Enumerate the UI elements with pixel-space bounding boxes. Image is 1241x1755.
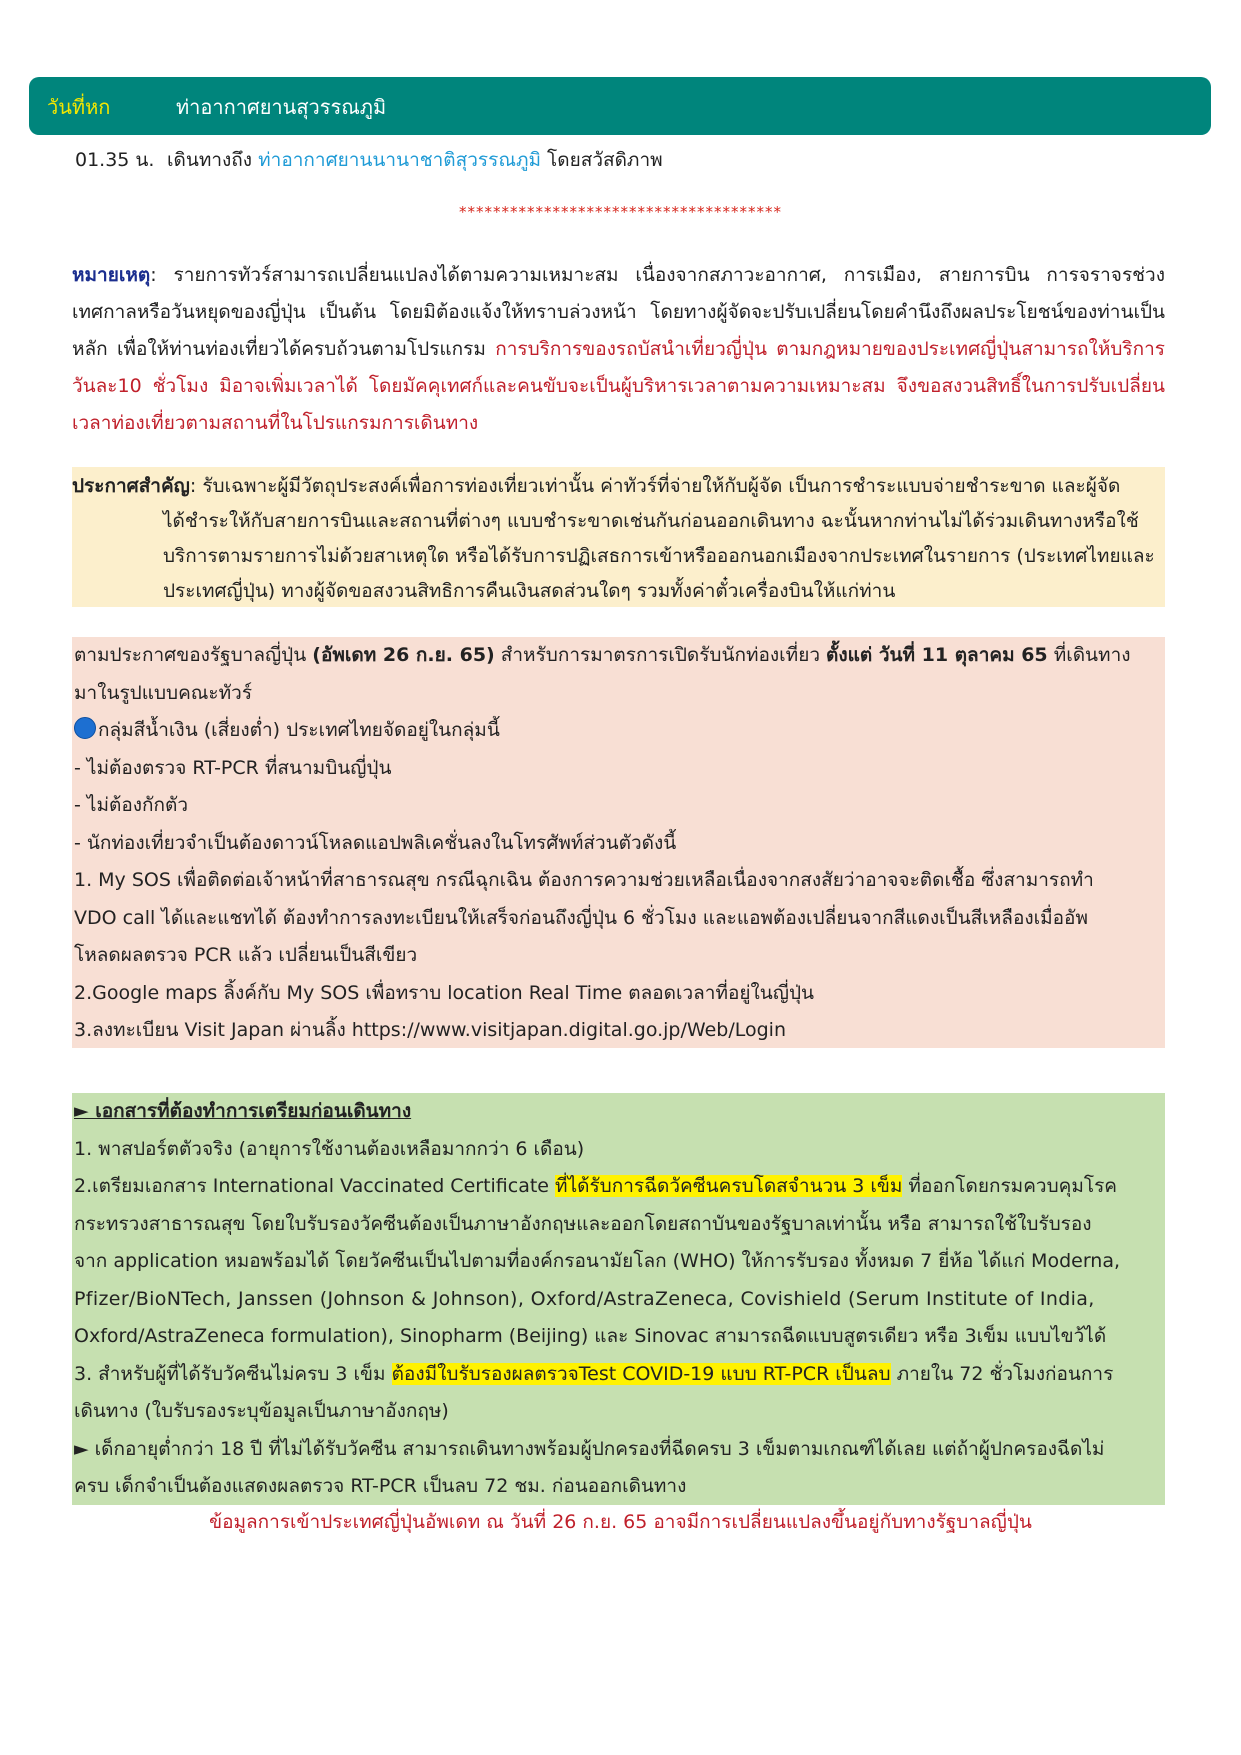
documents-item-3-line2: เดินทาง (ใบรับรองระบุข้อมูลเป็นภาษาอังกฤษ) (74, 1400, 449, 1422)
rules-item: - ไม่ต้องตรวจ RT-PCR ที่สนามบินญี่ปุ่น (74, 756, 392, 779)
documents-item-2 (74, 1168, 1164, 1206)
rules-intro-line1 (74, 637, 1164, 675)
rules-intro-text-1: ตามประกาศของรัฐบาลญี่ปุ่น (74, 644, 313, 666)
itinerary-time: 01.35 น. (75, 149, 155, 171)
day-label: วันที่หก (47, 95, 111, 119)
note-text: : รายการทัวร์สามารถเปลี่ยนแปลงได้ตามความเหมาะสม เนื่องจากสภาวะอากาศ, การเมือง, สายการบิน การจราจรช่วงเทศกาลหรือวันหยุดของญี่ปุ่น เป็นต้น โดยมิต้องแจ้งให้ทราบล่วงหน้า โดยทางผู้จัดจะปรับเปลี่ยนโดยคำนึงถึงผลประโยชน์ของท่านเป็นหลัก เพื่อให้ท่านท่องเที่ยวได้ครบถ้วนตามโปรแกรม (72, 264, 1165, 360)
rules-item: - ไม่ต้องกักตัว (74, 794, 189, 816)
documents-item-3 (74, 1356, 1164, 1394)
announcement-rest: ได้ชำระให้กับสายการบินและสถานที่ต่างๆ แบบชำระขาดเช่นกันก่อนออกเดินทาง ฉะนั้นหากท่านไม่ได้ร่วมเดินทางหรือใช้บริการตามรายการไม่ด้วยสาเหตุใด หรือได้รับการปฏิเสธการเข้าหรือออกนอกเมืองจากประเทศในรายการ (ประเทศไทยและประเทศญี่ปุ่น) ทางผู้จัดขอสงวนสิทธิการคืนเงินสดส่วนใดๆ รวมทั้งค่าตั๋วเครื่องบินให้แก่ท่าน (163, 510, 1155, 602)
rules-update-date: (อัพเดท 26 ก.ย. 65) (312, 644, 495, 666)
documents-item-2-line3: จาก application หมอพร้อมได้ โดยวัคซีนเป็นไปตามที่องค์กรอนามัยโลก (WHO) ให้การรับรอง ทั้งหมด 7 ยี่ห้อ ได้แก่ Moderna, (74, 1250, 1121, 1272)
day-place: ท่าอากาศยานสุวรรณภูมิ (176, 95, 387, 119)
footer-note: ข้อมูลการเข้าประเทศญี่ปุ่นอัพเดท ณ วันที่ 26 ก.ย. 65 อาจมีการเปลี่ยนแปลงขึ้นอยู่กับทางรัฐบาลญี่ปุ่น (209, 1511, 1032, 1533)
rules-item: - นักท่องเที่ยวจำเป็นต้องดาวน์โหลดแอปพลิเคชั่นลงในโทรศัพท์ส่วนตัวดังนี้ (74, 831, 677, 854)
day-header-bar (29, 77, 1211, 135)
rules-group-line (74, 712, 1164, 750)
announcement-label: ประกาศสำคัญ (72, 475, 190, 497)
item3-highlight: ต้องมีใบรับรองผลตรวจTest COVID-19 แบบ RT-PCR เป็นลบ (391, 1362, 891, 1385)
separator: ************************************** (459, 203, 782, 221)
documents-title: ► เอกสารที่ต้องทำการเตรียมก่อนเดินทาง (74, 1100, 412, 1122)
note-paragraph (72, 257, 1165, 442)
documents-child-line2: ครบ เด็กจำเป็นต้องแสดงผลตรวจ RT-PCR เป็นลบ 72 ชม. ก่อนออกเดินทาง (74, 1475, 687, 1497)
itinerary-text-after: โดยสวัสดิภาพ (541, 149, 663, 171)
note-label: หมายเหตุ (72, 264, 151, 286)
documents-item-2-line5: Oxford/AstraZeneca formulation), Sinopharm (Beijing) และ Sinovac สามารถฉีดแบบสูตรเดียว หรือ 3เข็ม แบบไขว้ได้ (74, 1325, 1107, 1347)
announcement-first-line (72, 469, 1165, 504)
documents-item-2-line2: กระทรวงสาธารณสุข โดยใบรับรองวัคซีนต้องเป็นภาษาอังกฤษและออกโดยสถาบันของรัฐบาลเท่านั้น หรือ สามารถใช้ใบรับรอง (74, 1212, 1092, 1235)
rules-start-date: ตั้งแต่ วันที่ 11 ตุลาคม 65 (826, 644, 1048, 666)
documents-child-line1: ► เด็กอายุต่ำกว่า 18 ปี ที่ไม่ได้รับวัคซีน สามารถเดินทางพร้อมผู้ปกครองที่ฉีดครบ 3 เข็มตามเกณฑ์ได้เลย แต่ถ้าผู้ปกครองฉีดไม่ (74, 1437, 1105, 1460)
documents-item-2-line4: Pfizer/BioNTech, Janssen (Johnson & Johnson), Oxford/AstraZeneca, Covishield (Serum Institute of India, (74, 1287, 1095, 1310)
note-red-text: การบริการของรถบัสนำเที่ยวญี่ปุ่น ตามกฎหมายของประเทศญี่ปุ่นสามารถให้บริการวันละ10 ชั่วโมง มิอาจเพิ่มเวลาได้ โดยมัคคุเทศก์และคนขับจะเป็นผู้บริหารเวลาตามความเหมาะสม จึงขอสงวนสิทธิ์ในการปรับเปลี่ยนเวลาท่องเที่ยวตามสถานที่ในโปรแกรมการเดินทาง (72, 338, 1165, 434)
japan-rules-content (74, 637, 1164, 1050)
rules-intro-line2: มาในรูปแบบคณะทัวร์ (74, 681, 253, 704)
documents-item-1: 1. พาสปอร์ตตัวจริง (อายุการใช้งานต้องเหลือมากกว่า 6 เดือน) (74, 1137, 585, 1160)
blue-circle-icon (74, 717, 96, 739)
itinerary-text-before: เดินทางถึง (167, 149, 259, 171)
documents-content (74, 1093, 1164, 1506)
airport-link[interactable]: ท่าอากาศยานนานาชาติสุวรรณภูมิ (258, 149, 541, 171)
itinerary-row (75, 142, 663, 179)
rules-group-text: กลุ่มสีน้ำเงิน (เสี่ยงต่ำ) ประเทศไทยจัดอยู่ในกลุ่มนี้ (98, 719, 500, 741)
rules-item: 3.ลงทะเบียน Visit Japan ผ่านลิ้ง https://www.visitjapan.digital.go.jp/Web/Login (74, 1019, 786, 1041)
rules-item: 2.Google maps ลิ้งค์กับ My SOS เพื่อทราบ location Real Time ตลอดเวลาที่อยู่ในญี่ปุ่น (74, 981, 815, 1004)
rules-intro-text-3: ที่เดินทาง (1047, 644, 1131, 666)
item2-highlight: ที่ได้รับการฉีดวัคซีนครบโดสจำนวน 3 เข็ม (555, 1175, 903, 1197)
item2-text-a: 2.เตรียมเอกสาร International Vaccinated Certificate (74, 1175, 556, 1197)
rules-intro-text-2: สำหรับการมาตรการเปิดรับนักท่องเที่ยว (494, 644, 827, 666)
rules-item: 1. My SOS เพื่อติดต่อเจ้าหน้าที่สาธารณสุข กรณีฉุกเฉิน ต้องการความช่วยเหลือเนื่องจากสงสัยว่าอาจจะติดเชื้อ ซึ่งสามารถทำ (74, 869, 1094, 891)
announcement-first-text: : รับเฉพาะผู้มีวัตถุประสงค์เพื่อการท่องเที่ยวเท่านั้น ค่าทัวร์ที่จ่ายให้กับผู้จัด เป็นการชำระแบบจ่ายชำระขาด และผู้จัด (189, 475, 1121, 497)
item3-text-a: 3. สำหรับผู้ที่ได้รับวัคซีนไม่ครบ 3 เข็ม (74, 1362, 392, 1385)
rules-item: โหลดผลตรวจ PCR แล้ว เปลี่ยนเป็นสีเขียว (74, 944, 418, 966)
item2-text-b: ที่ออกโดยกรมควบคุมโรค (902, 1175, 1117, 1197)
item3-text-b: ภายใน 72 ชั่วโมงก่อนการ (890, 1362, 1114, 1385)
rules-item: VDO call ได้และแชทได้ ต้องทำการลงทะเบียนให้เสร็จก่อนถึงญี่ปุ่น 6 ชั่วโมง และแอพต้องเปลี่ยนจากสีแดงเป็นสีเหลืองเมื่ออัพ (74, 906, 1088, 929)
